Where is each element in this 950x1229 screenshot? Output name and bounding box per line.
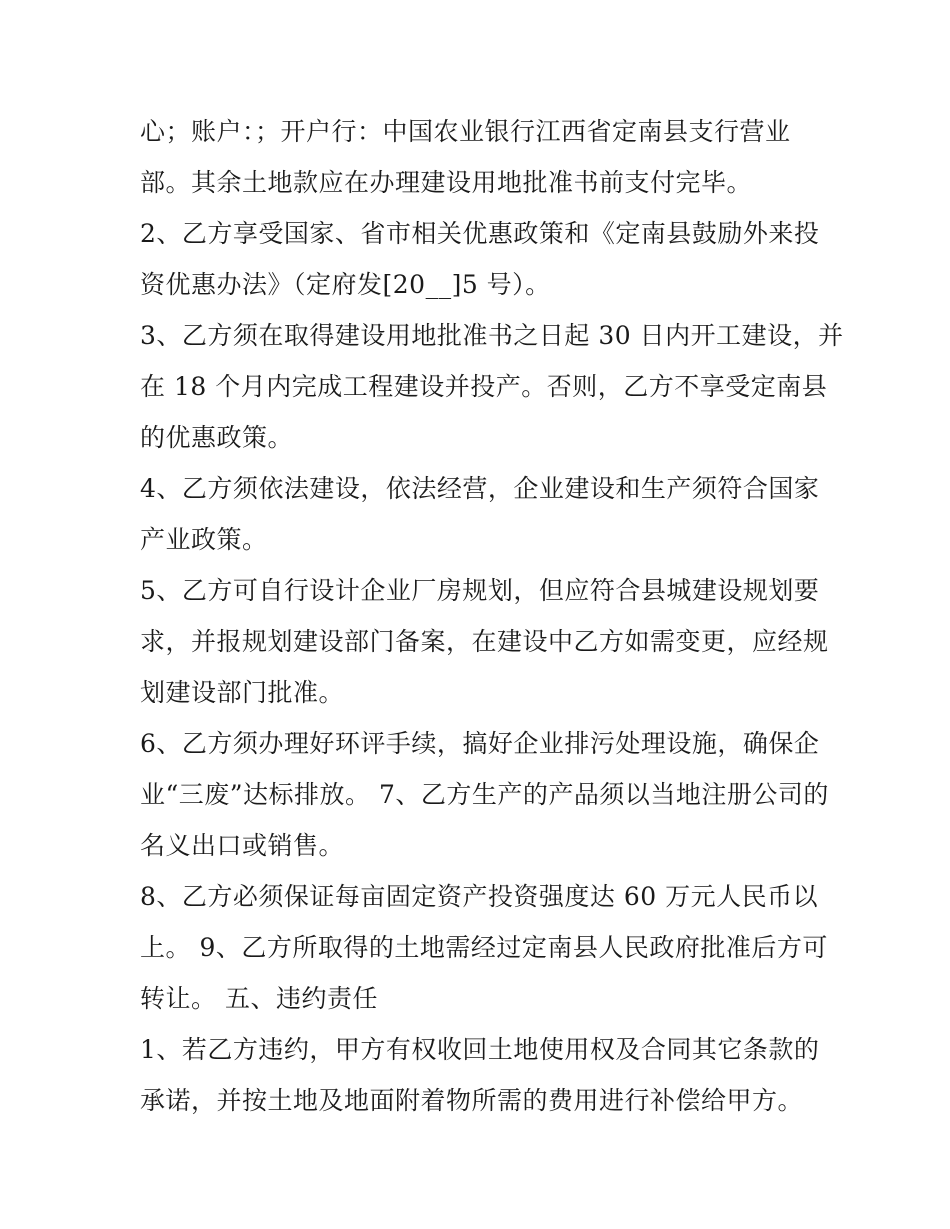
text-line: 的优惠政策。 xyxy=(140,423,294,452)
text-line: 8、乙方必须保证每亩固定资产投资强度达 60 万元人民币以 xyxy=(140,882,819,911)
text-line: 产业政策。 xyxy=(140,525,268,554)
clause-8-9 xyxy=(140,871,830,1024)
section-heading-liability: 转让。 五、违约责任 xyxy=(140,984,378,1013)
text-line: 求，并报规划建设部门备案，在建设中乙方如需变更，应经规 xyxy=(140,627,829,656)
text-line: 划建设部门批准。 xyxy=(140,678,345,707)
clause-2 xyxy=(140,208,830,310)
text-line: 2、乙方享受国家、省市相关优惠政策和《定南县鼓励外来投 xyxy=(140,219,820,248)
text-line: 3、乙方须在取得建设用地批准书之日起 30 日内开工建设，并 xyxy=(140,321,844,350)
text-line: 5、乙方可自行设计企业厂房规划，但应符合县城建设规划要 xyxy=(140,576,820,605)
contract-body-text xyxy=(140,106,844,1126)
paragraph-payment xyxy=(140,106,830,208)
text-line: 心；账户：；开户行：中国农业银行江西省定南县支行营业 xyxy=(140,117,791,146)
text-line: 资优惠办法》（定府发[20__]5 号）。 xyxy=(140,270,551,299)
clause-4 xyxy=(140,463,830,565)
clause-5 xyxy=(140,565,830,718)
text-line: 业“三废”达标排放。 7、乙方生产的产品须以当地注册公司的 xyxy=(140,780,829,809)
text-line: 6、乙方须办理好环评手续，搞好企业排污处理设施，确保企 xyxy=(140,729,820,758)
text-line: 1、若乙方违约，甲方有权收回土地使用权及合同其它条款的 xyxy=(140,1035,820,1064)
text-line: 名义出口或销售。 xyxy=(140,831,345,860)
text-line: 4、乙方须依法建设，依法经营，企业建设和生产须符合国家 xyxy=(140,474,820,503)
text-line: 上。 9、乙方所取得的土地需经过定南县人民政府批准后方可 xyxy=(140,933,828,962)
clause-3 xyxy=(140,310,844,463)
text-line: 部。其余土地款应在办理建设用地批准书前支付完毕。 xyxy=(140,168,753,197)
text-line: 承诺，并按土地及地面附着物所需的费用进行补偿给甲方。 xyxy=(140,1086,804,1115)
liability-clause-1 xyxy=(140,1024,830,1126)
text-line: 在 18 个月内完成工程建设并投产。否则，乙方不享受定南县 xyxy=(140,372,828,401)
clause-6-7 xyxy=(140,718,830,871)
